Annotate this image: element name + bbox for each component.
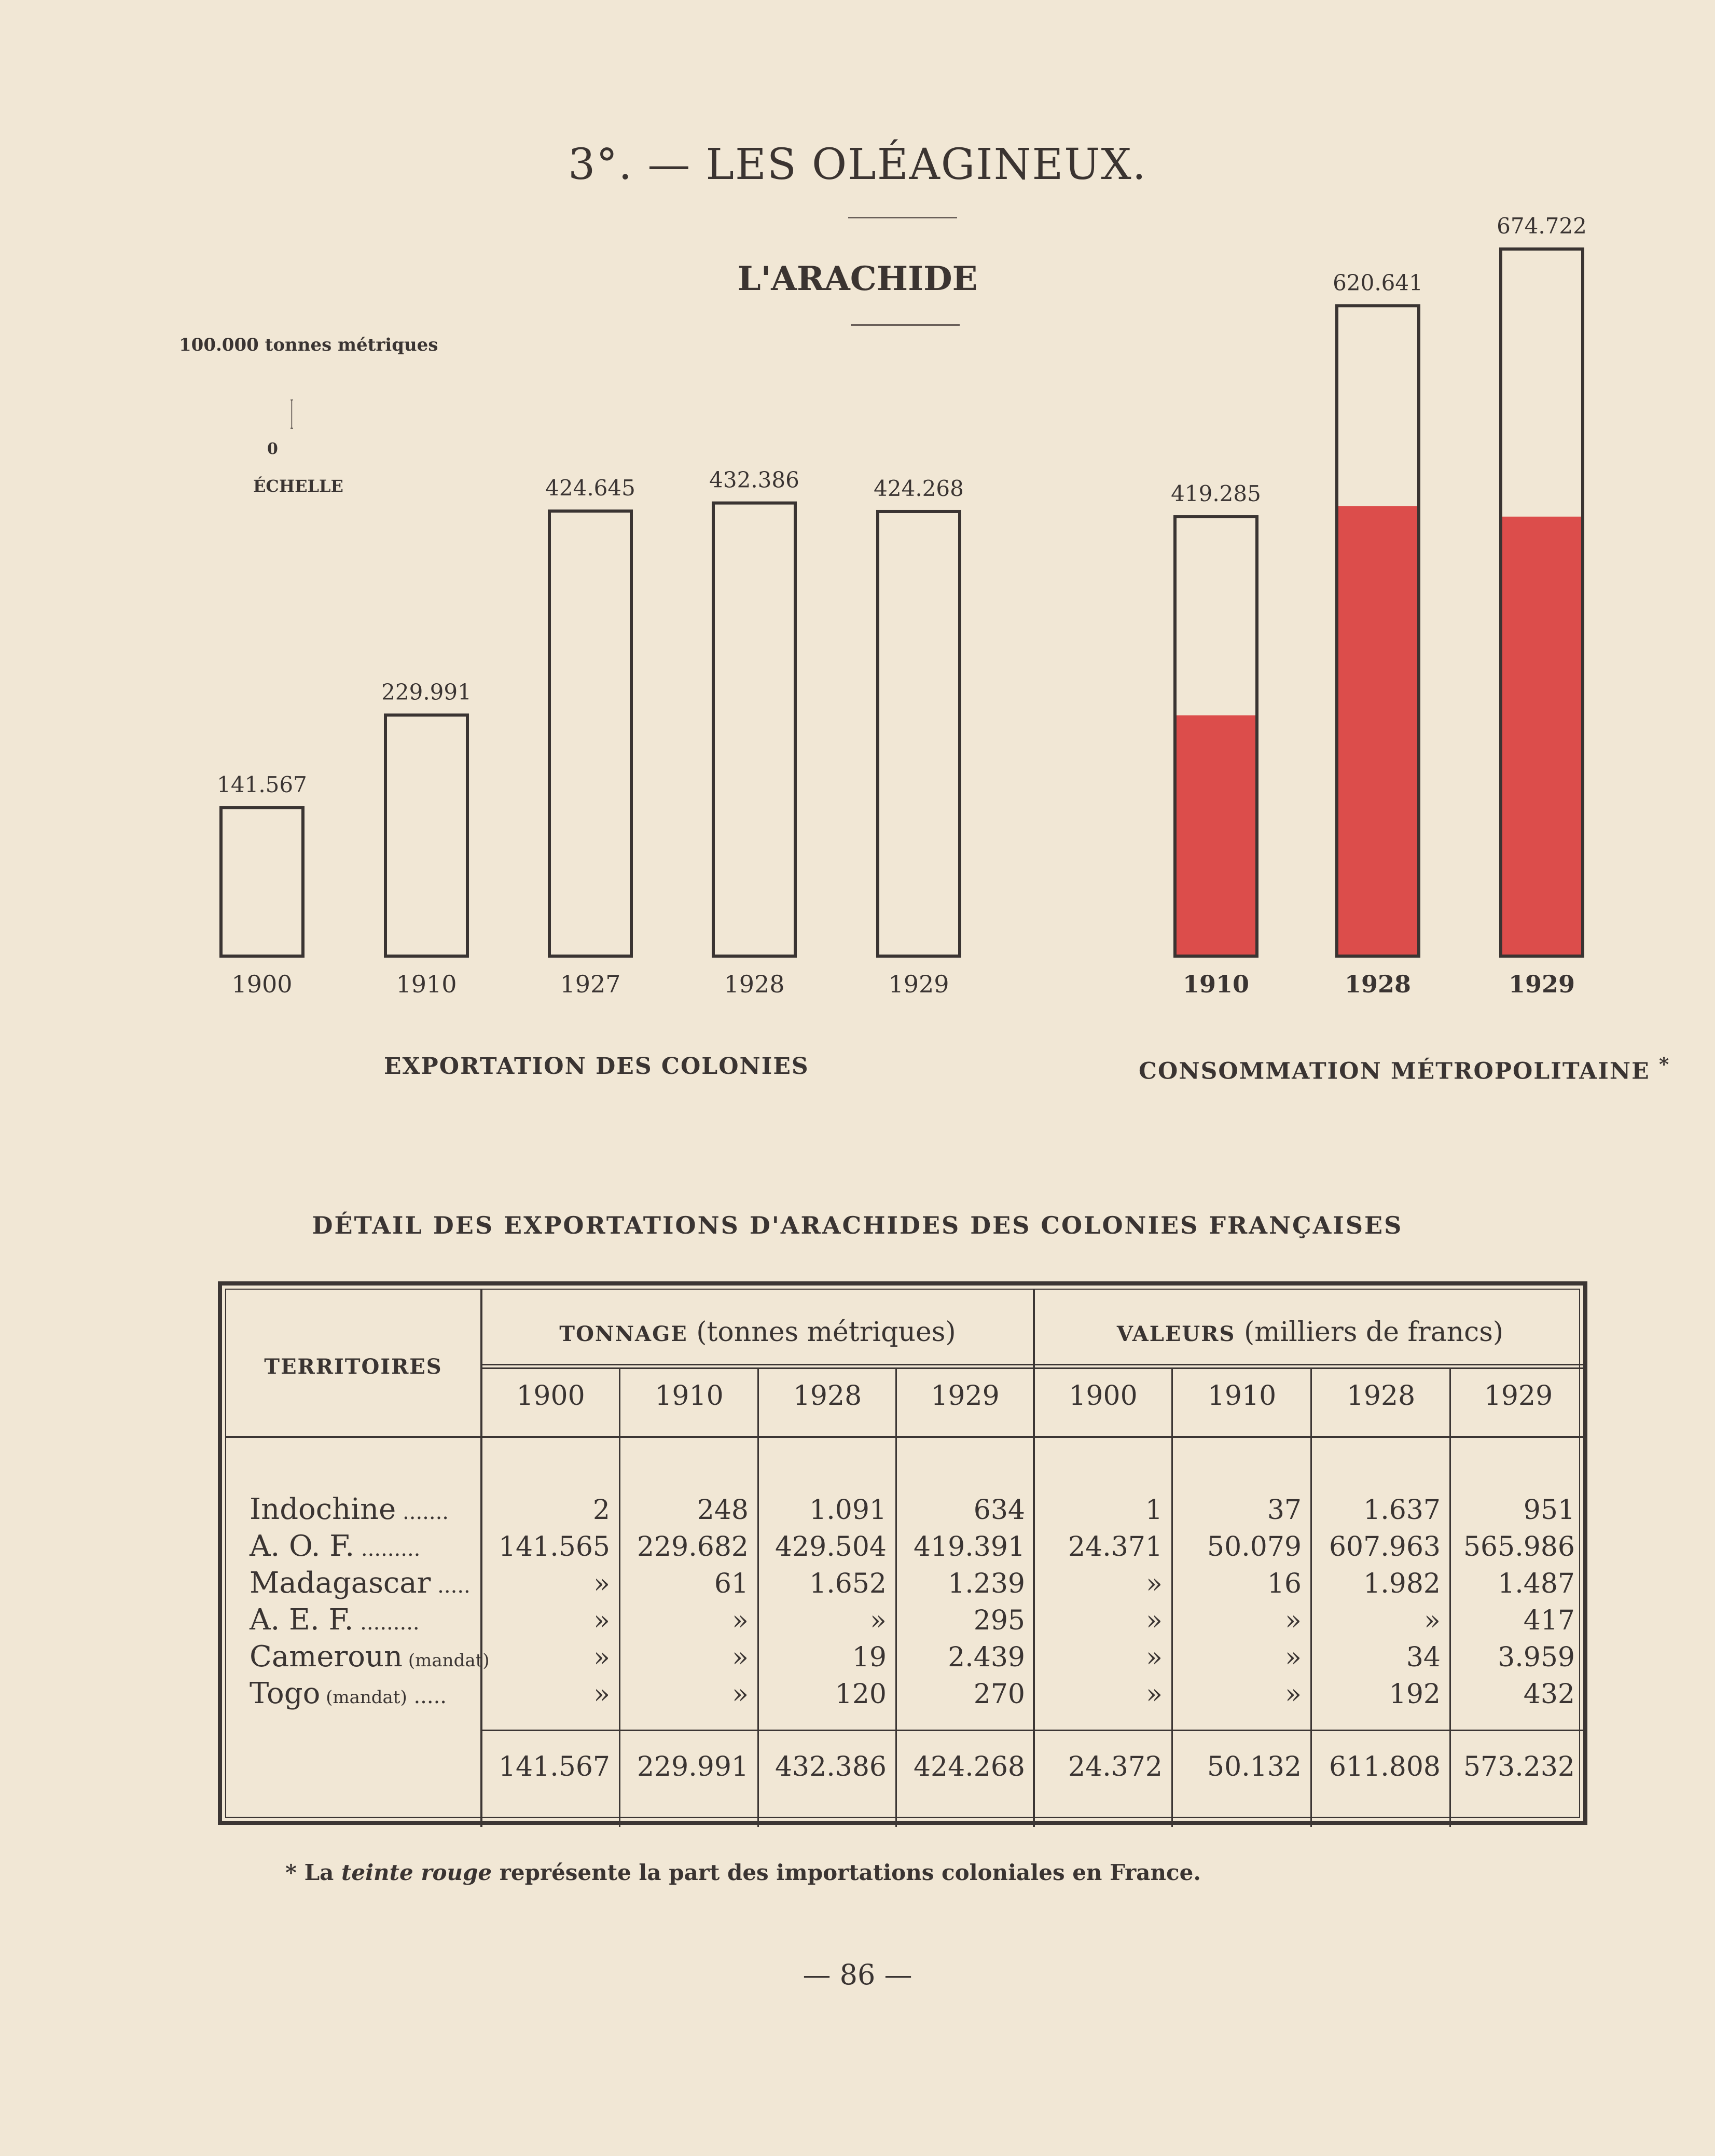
year-header: 1929	[1484, 1380, 1553, 1412]
table-cell: 1	[1145, 1495, 1163, 1526]
category-tick-label: 1910	[1182, 970, 1250, 998]
territory-name	[250, 1492, 449, 1526]
table-cell: 429.504	[774, 1531, 887, 1563]
total-cell: 24.372	[1068, 1751, 1163, 1782]
category-tick-label: 1900	[231, 970, 293, 998]
leader-dots: .........	[353, 1611, 420, 1635]
category-tick-label: 1929	[888, 970, 949, 998]
tonnage-unit: (tonnes métriques)	[696, 1317, 956, 1348]
territory-label: Cameroun	[250, 1640, 403, 1674]
table-cell: 607.963	[1329, 1531, 1441, 1563]
table-cell: 1.652	[809, 1568, 887, 1599]
table-cell: »	[1146, 1679, 1163, 1710]
territory-label: Togo	[250, 1677, 321, 1710]
scale-name: ÉCHELLE	[253, 476, 343, 496]
table-cell: 37	[1267, 1495, 1302, 1526]
caption-asterisk: *	[1658, 1053, 1670, 1075]
total-cell: 432.386	[774, 1751, 887, 1782]
bar-value-label: 620.641	[1333, 270, 1423, 296]
total-cell: 573.232	[1463, 1751, 1575, 1782]
table-cell: 1.091	[809, 1495, 887, 1526]
table-cell: 634	[973, 1495, 1025, 1526]
table-cell: »	[732, 1642, 749, 1673]
leader-dots: .........	[354, 1537, 421, 1561]
table-cell: 16	[1267, 1568, 1302, 1599]
group-header-rule	[482, 1364, 1585, 1365]
leader-dots: .....	[407, 1684, 447, 1708]
section-title: 3°. — LES OLÉAGINEUX.	[568, 140, 1147, 189]
leader-dots: .....	[431, 1574, 471, 1598]
territory-name	[250, 1529, 420, 1563]
table-cell: »	[732, 1605, 749, 1636]
table-cell: »	[1146, 1605, 1163, 1636]
table-cell: »	[593, 1605, 610, 1636]
table-cell: »	[1285, 1679, 1302, 1710]
col-header-valeurs	[1035, 1317, 1585, 1348]
scale-label: 100.000 tonnes métriques	[179, 335, 438, 355]
tonnage-small-caps: TONNAGE	[559, 1322, 688, 1346]
table-cell: 1.637	[1363, 1495, 1441, 1526]
territory-note: (mandat)	[320, 1687, 407, 1708]
bar	[549, 511, 631, 956]
year-header: 1929	[931, 1380, 1000, 1412]
table-cell: 2	[592, 1495, 610, 1526]
chart-subtitle: L'ARACHIDE	[737, 259, 978, 298]
bar-value-label: 424.268	[874, 475, 964, 501]
bar	[221, 808, 303, 956]
totals-rule	[482, 1730, 1585, 1731]
category-tick-label: 1910	[396, 970, 457, 998]
table-cell: 565.986	[1463, 1531, 1575, 1563]
export-chart-caption: EXPORTATION DES COLONIES	[384, 1053, 809, 1080]
col-header-territories: TERRITOIRES	[264, 1355, 442, 1379]
territory-label: A. O. F.	[250, 1529, 355, 1563]
footnote-text-1: La	[304, 1860, 334, 1885]
table-cell: 34	[1406, 1642, 1441, 1673]
total-cell: 424.268	[913, 1751, 1025, 1782]
year-header: 1928	[793, 1380, 862, 1412]
table-cell: »	[593, 1679, 610, 1710]
valeurs-small-caps: VALEURS	[1116, 1322, 1236, 1346]
bar-value-label: 229.991	[381, 679, 472, 705]
leader-dots: .......	[396, 1500, 449, 1524]
total-cell: 141.567	[498, 1751, 610, 1782]
colonial-share-bar	[1337, 506, 1419, 956]
territory-label: A. E. F.	[250, 1603, 354, 1637]
table-cell: 3.959	[1498, 1642, 1575, 1673]
colonial-share-bar	[1175, 715, 1257, 956]
table-cell: 248	[697, 1495, 749, 1526]
table-cell: 50.079	[1207, 1531, 1302, 1563]
year-header: 1900	[516, 1380, 585, 1412]
footnote-mark: *	[285, 1860, 297, 1885]
year-header: 1910	[655, 1380, 724, 1412]
table-cell: 61	[714, 1568, 749, 1599]
table-cell: 141.565	[498, 1531, 610, 1563]
table-cell: »	[593, 1568, 610, 1599]
table-cell: 229.682	[637, 1531, 749, 1563]
bar-value-label: 432.386	[709, 467, 799, 493]
territory-name	[250, 1677, 447, 1710]
table-cell: 419.391	[913, 1531, 1025, 1563]
territory-note: (mandat)	[403, 1650, 490, 1671]
table-cell: »	[1146, 1568, 1163, 1599]
year-header: 1910	[1207, 1380, 1277, 1412]
table-cell: 295	[973, 1605, 1025, 1636]
page-number: — 86 —	[803, 1958, 912, 1991]
table-cell: »	[1146, 1642, 1163, 1673]
territory-name	[250, 1603, 420, 1637]
table-cell: 19	[852, 1642, 887, 1673]
footnote-text-2: représente la part des importations coloniales en France.	[499, 1860, 1201, 1885]
exports-table	[218, 1281, 1587, 1825]
table-cell: 1.487	[1498, 1568, 1575, 1599]
group-header-rule	[482, 1367, 1585, 1369]
total-cell: 611.808	[1329, 1751, 1441, 1782]
bar-value-label: 674.722	[1497, 213, 1587, 239]
scale-zero-label: 0	[267, 440, 278, 458]
footnote	[285, 1860, 1201, 1885]
table-cell: 432	[1523, 1679, 1575, 1710]
table-cell: »	[1285, 1605, 1302, 1636]
category-tick-label: 1928	[1344, 970, 1412, 998]
bar-value-label: 424.645	[545, 475, 635, 501]
table-cell: »	[1424, 1605, 1441, 1636]
category-tick-label: 1927	[560, 970, 621, 998]
table-cell: 417	[1523, 1605, 1575, 1636]
total-cell: 50.132	[1207, 1751, 1302, 1782]
territory-name	[250, 1566, 471, 1600]
table-title: DÉTAIL DES EXPORTATIONS D'ARACHIDES DES COLONIES FRANÇAISES	[312, 1211, 1403, 1239]
table-cell: 1.239	[948, 1568, 1025, 1599]
footnote-italic: teinte rouge	[341, 1860, 492, 1885]
table-cell: 120	[835, 1679, 887, 1710]
table-cell: 1.982	[1363, 1568, 1441, 1599]
bar	[385, 715, 467, 956]
year-header: 1900	[1069, 1380, 1138, 1412]
table-cell: »	[1285, 1642, 1302, 1673]
table-cell: »	[593, 1642, 610, 1673]
colonial-share-bar	[1501, 517, 1583, 956]
table-cell: 270	[973, 1679, 1025, 1710]
col-header-tonnage	[482, 1317, 1033, 1348]
table-cell: »	[870, 1605, 887, 1636]
header-bottom-rule	[226, 1436, 1585, 1438]
year-header: 1928	[1346, 1380, 1416, 1412]
consumption-caption-text: CONSOMMATION MÉTROPOLITAINE	[1139, 1058, 1650, 1085]
table-cell: 951	[1523, 1495, 1575, 1526]
table-cell: 192	[1389, 1679, 1441, 1710]
bar	[878, 512, 960, 956]
table-cell: 2.439	[948, 1642, 1025, 1673]
category-tick-label: 1929	[1508, 970, 1575, 998]
bar	[713, 503, 795, 956]
category-tick-label: 1928	[724, 970, 785, 998]
bar-value-label: 419.285	[1171, 481, 1261, 507]
table-cell: 24.371	[1068, 1531, 1163, 1563]
total-cell: 229.991	[637, 1751, 749, 1782]
territory-label: Indochine	[250, 1492, 396, 1526]
valeurs-unit: (milliers de francs)	[1243, 1317, 1504, 1348]
bar-charts	[0, 0, 1715, 1038]
territory-label: Madagascar	[250, 1566, 431, 1600]
bar-value-label: 141.567	[217, 772, 307, 798]
table-inner-frame	[225, 1289, 1580, 1818]
table-cell: »	[732, 1679, 749, 1710]
consumption-chart-caption	[1139, 1053, 1670, 1085]
territory-name	[250, 1640, 490, 1674]
